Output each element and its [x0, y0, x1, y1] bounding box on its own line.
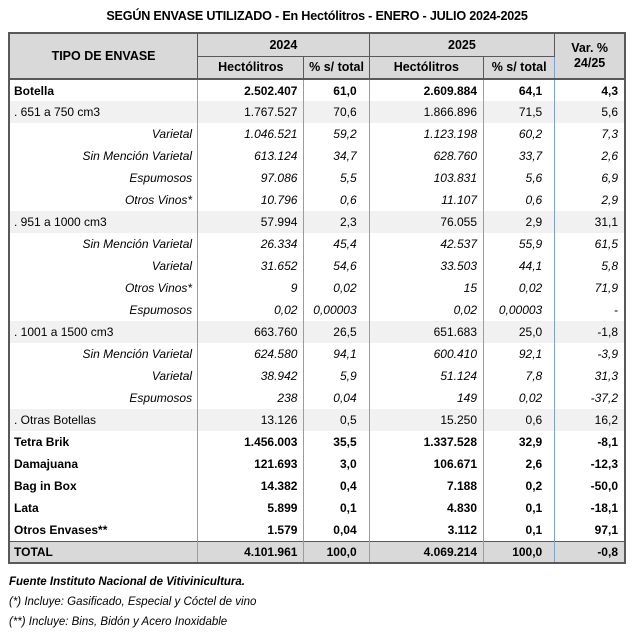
var-pct: 31,3: [555, 365, 625, 387]
row-label: Otros Envases**: [9, 519, 198, 541]
table-row: [9, 145, 625, 167]
hectolitros-2025: 1.866.896: [369, 101, 483, 123]
var-pct: 2,6: [555, 145, 625, 167]
header-year-2025: 2025: [369, 33, 555, 56]
table-row: [9, 255, 625, 277]
pct-2024: 26,5: [304, 321, 369, 343]
footnotes: [9, 572, 634, 632]
hectolitros-2024: 1.767.527: [198, 101, 304, 123]
table-row: [9, 211, 625, 233]
var-pct: 31,1: [555, 211, 625, 233]
row-label: Lata: [9, 497, 198, 519]
row-label: . 1001 a 1500 cm3: [9, 321, 198, 343]
envase-table: [8, 32, 626, 564]
pct-2024: 0,4: [304, 475, 369, 497]
hectolitros-2024: 1.579: [198, 519, 304, 541]
hectolitros-2025: 7.188: [369, 475, 483, 497]
var-pct: 16,2: [555, 409, 625, 431]
table-row: [9, 409, 625, 431]
pct-2025: 33,7: [484, 145, 555, 167]
pct-2025: 0,6: [484, 409, 555, 431]
pct-2024: 0,1: [304, 497, 369, 519]
page-title: SEGÚN ENVASE UTILIZADO - En Hectólitros - ENERO - JULIO 2024-2025: [106, 9, 528, 23]
var-pct: 5,8: [555, 255, 625, 277]
pct-2025: 5,6: [484, 167, 555, 189]
hectolitros-2025: 42.537: [369, 233, 483, 255]
pct-2024: 59,2: [304, 123, 369, 145]
header-hectolitros-2025: Hectólitros: [369, 56, 483, 79]
hectolitros-2025: 76.055: [369, 211, 483, 233]
row-label: . 951 a 1000 cm3: [9, 211, 198, 233]
header-var-line2: 24/25: [573, 56, 606, 70]
row-label: Varietal: [9, 123, 198, 145]
row-label: Sin Mención Varietal: [9, 233, 198, 255]
row-label: Sin Mención Varietal: [9, 343, 198, 365]
pct-2024: 34,7: [304, 145, 369, 167]
header-tipo-de-envase: TIPO DE ENVASE: [9, 33, 198, 79]
pct-2025: 44,1: [484, 255, 555, 277]
row-label: . Otras Botellas: [9, 409, 198, 431]
pct-2025: 64,1: [484, 79, 555, 101]
pct-2024: 0,00003: [304, 299, 369, 321]
table-header: [9, 33, 625, 79]
table-row: [9, 167, 625, 189]
pct-2024: 0,04: [304, 387, 369, 409]
pct-2025: 0,1: [484, 497, 555, 519]
table-row: [9, 475, 625, 497]
hectolitros-2024: 31.652: [198, 255, 304, 277]
var-pct: -37,2: [555, 387, 625, 409]
pct-2025: 32,9: [484, 431, 555, 453]
hectolitros-2025: 4.069.214: [369, 541, 483, 563]
var-pct: -: [555, 299, 625, 321]
hectolitros-2025: 2.609.884: [369, 79, 483, 101]
hectolitros-2025: 628.760: [369, 145, 483, 167]
table-row: [9, 233, 625, 255]
var-pct: -0,8: [555, 541, 625, 563]
pct-2025: 71,5: [484, 101, 555, 123]
pct-2024: 5,5: [304, 167, 369, 189]
pct-2024: 0,5: [304, 409, 369, 431]
var-pct: 71,9: [555, 277, 625, 299]
hectolitros-2025: 0,02: [369, 299, 483, 321]
hectolitros-2024: 0,02: [198, 299, 304, 321]
hectolitros-2025: 1.123.198: [369, 123, 483, 145]
table-row: [9, 519, 625, 541]
hectolitros-2024: 663.760: [198, 321, 304, 343]
pct-2025: 100,0: [484, 541, 555, 563]
pct-2025: 0,02: [484, 387, 555, 409]
var-pct: -12,3: [555, 453, 625, 475]
pct-2025: 7,8: [484, 365, 555, 387]
var-pct: 5,6: [555, 101, 625, 123]
footnote-2: (**) Incluye: Bins, Bidón y Acero Inoxidable: [9, 616, 228, 628]
hectolitros-2025: 149: [369, 387, 483, 409]
pct-2024: 0,02: [304, 277, 369, 299]
row-label: Tetra Brik: [9, 431, 198, 453]
hectolitros-2025: 51.124: [369, 365, 483, 387]
hectolitros-2025: 651.683: [369, 321, 483, 343]
hectolitros-2024: 2.502.407: [198, 79, 304, 101]
var-pct: 6,9: [555, 167, 625, 189]
hectolitros-2024: 1.046.521: [198, 123, 304, 145]
row-label: Otros Vinos*: [9, 277, 198, 299]
var-pct: 7,3: [555, 123, 625, 145]
pct-2025: 2,6: [484, 453, 555, 475]
pct-2025: 2,9: [484, 211, 555, 233]
table-row: [9, 277, 625, 299]
hectolitros-2024: 97.086: [198, 167, 304, 189]
row-label: . 651 a 750 cm3: [9, 101, 198, 123]
hectolitros-2024: 38.942: [198, 365, 304, 387]
pct-2025: 25,0: [484, 321, 555, 343]
var-pct: -18,1: [555, 497, 625, 519]
pct-2024: 70,6: [304, 101, 369, 123]
row-label: Varietal: [9, 255, 198, 277]
pct-2024: 35,5: [304, 431, 369, 453]
hectolitros-2024: 13.126: [198, 409, 304, 431]
hectolitros-2024: 57.994: [198, 211, 304, 233]
hectolitros-2025: 3.112: [369, 519, 483, 541]
var-pct: -3,9: [555, 343, 625, 365]
hectolitros-2024: 624.580: [198, 343, 304, 365]
row-label: Espumosos: [9, 387, 198, 409]
table-body: [9, 79, 625, 563]
row-label: TOTAL: [9, 541, 198, 563]
pct-2025: 60,2: [484, 123, 555, 145]
table-row: [9, 453, 625, 475]
hectolitros-2024: 5.899: [198, 497, 304, 519]
header-hectolitros-2024: Hectólitros: [198, 56, 304, 79]
pct-2024: 3,0: [304, 453, 369, 475]
hectolitros-2025: 15.250: [369, 409, 483, 431]
row-label: Varietal: [9, 365, 198, 387]
table-row: [9, 321, 625, 343]
table-row: [9, 189, 625, 211]
table-row: [9, 541, 625, 563]
table-row: [9, 343, 625, 365]
row-label: Botella: [9, 79, 198, 101]
pct-2025: 0,6: [484, 189, 555, 211]
var-pct: -8,1: [555, 431, 625, 453]
pct-2025: 0,00003: [484, 299, 555, 321]
table-row: [9, 365, 625, 387]
table-row: [9, 387, 625, 409]
var-pct: 4,3: [555, 79, 625, 101]
hectolitros-2024: 10.796: [198, 189, 304, 211]
hectolitros-2025: 103.831: [369, 167, 483, 189]
pct-2025: 92,1: [484, 343, 555, 365]
row-label: Otros Vinos*: [9, 189, 198, 211]
hectolitros-2025: 15: [369, 277, 483, 299]
pct-2024: 2,3: [304, 211, 369, 233]
hectolitros-2025: 4.830: [369, 497, 483, 519]
hectolitros-2025: 33.503: [369, 255, 483, 277]
header-year-2024: 2024: [198, 33, 370, 56]
hectolitros-2024: 121.693: [198, 453, 304, 475]
footnote-1: (*) Incluye: Gasificado, Especial y Cóctel de vino: [9, 596, 257, 608]
source-note: Fuente Instituto Nacional de Vitivinicultura.: [9, 576, 245, 588]
pct-2024: 45,4: [304, 233, 369, 255]
hectolitros-2024: 9: [198, 277, 304, 299]
pct-2025: 0,02: [484, 277, 555, 299]
hectolitros-2024: 26.334: [198, 233, 304, 255]
table-row: [9, 299, 625, 321]
table-row: [9, 79, 625, 101]
hectolitros-2024: 4.101.961: [198, 541, 304, 563]
hectolitros-2025: 1.337.528: [369, 431, 483, 453]
header-var-line1: Var. %: [571, 41, 609, 55]
var-pct: 2,9: [555, 189, 625, 211]
pct-2024: 61,0: [304, 79, 369, 101]
header-var-pct: [555, 33, 625, 79]
row-label: Damajuana: [9, 453, 198, 475]
table-row: [9, 101, 625, 123]
pct-2024: 100,0: [304, 541, 369, 563]
header-pct-total-2025: % s/ total: [484, 56, 555, 79]
table-row: [9, 431, 625, 453]
hectolitros-2024: 238: [198, 387, 304, 409]
header-pct-total-2024: % s/ total: [304, 56, 369, 79]
var-pct: 61,5: [555, 233, 625, 255]
pct-2024: 0,6: [304, 189, 369, 211]
row-label: Bag in Box: [9, 475, 198, 497]
table-row: [9, 497, 625, 519]
table-row: [9, 123, 625, 145]
pct-2024: 94,1: [304, 343, 369, 365]
hectolitros-2024: 14.382: [198, 475, 304, 497]
pct-2024: 5,9: [304, 365, 369, 387]
hectolitros-2025: 600.410: [369, 343, 483, 365]
var-pct: 97,1: [555, 519, 625, 541]
var-pct: -1,8: [555, 321, 625, 343]
hectolitros-2025: 11.107: [369, 189, 483, 211]
pct-2024: 54,6: [304, 255, 369, 277]
pct-2024: 0,04: [304, 519, 369, 541]
hectolitros-2025: 106.671: [369, 453, 483, 475]
pct-2025: 0,2: [484, 475, 555, 497]
row-label: Espumosos: [9, 299, 198, 321]
pct-2025: 55,9: [484, 233, 555, 255]
row-label: Sin Mención Varietal: [9, 145, 198, 167]
hectolitros-2024: 1.456.003: [198, 431, 304, 453]
envase-table-container: [8, 32, 626, 564]
row-label: Espumosos: [9, 167, 198, 189]
hectolitros-2024: 613.124: [198, 145, 304, 167]
pct-2025: 0,1: [484, 519, 555, 541]
var-pct: -50,0: [555, 475, 625, 497]
